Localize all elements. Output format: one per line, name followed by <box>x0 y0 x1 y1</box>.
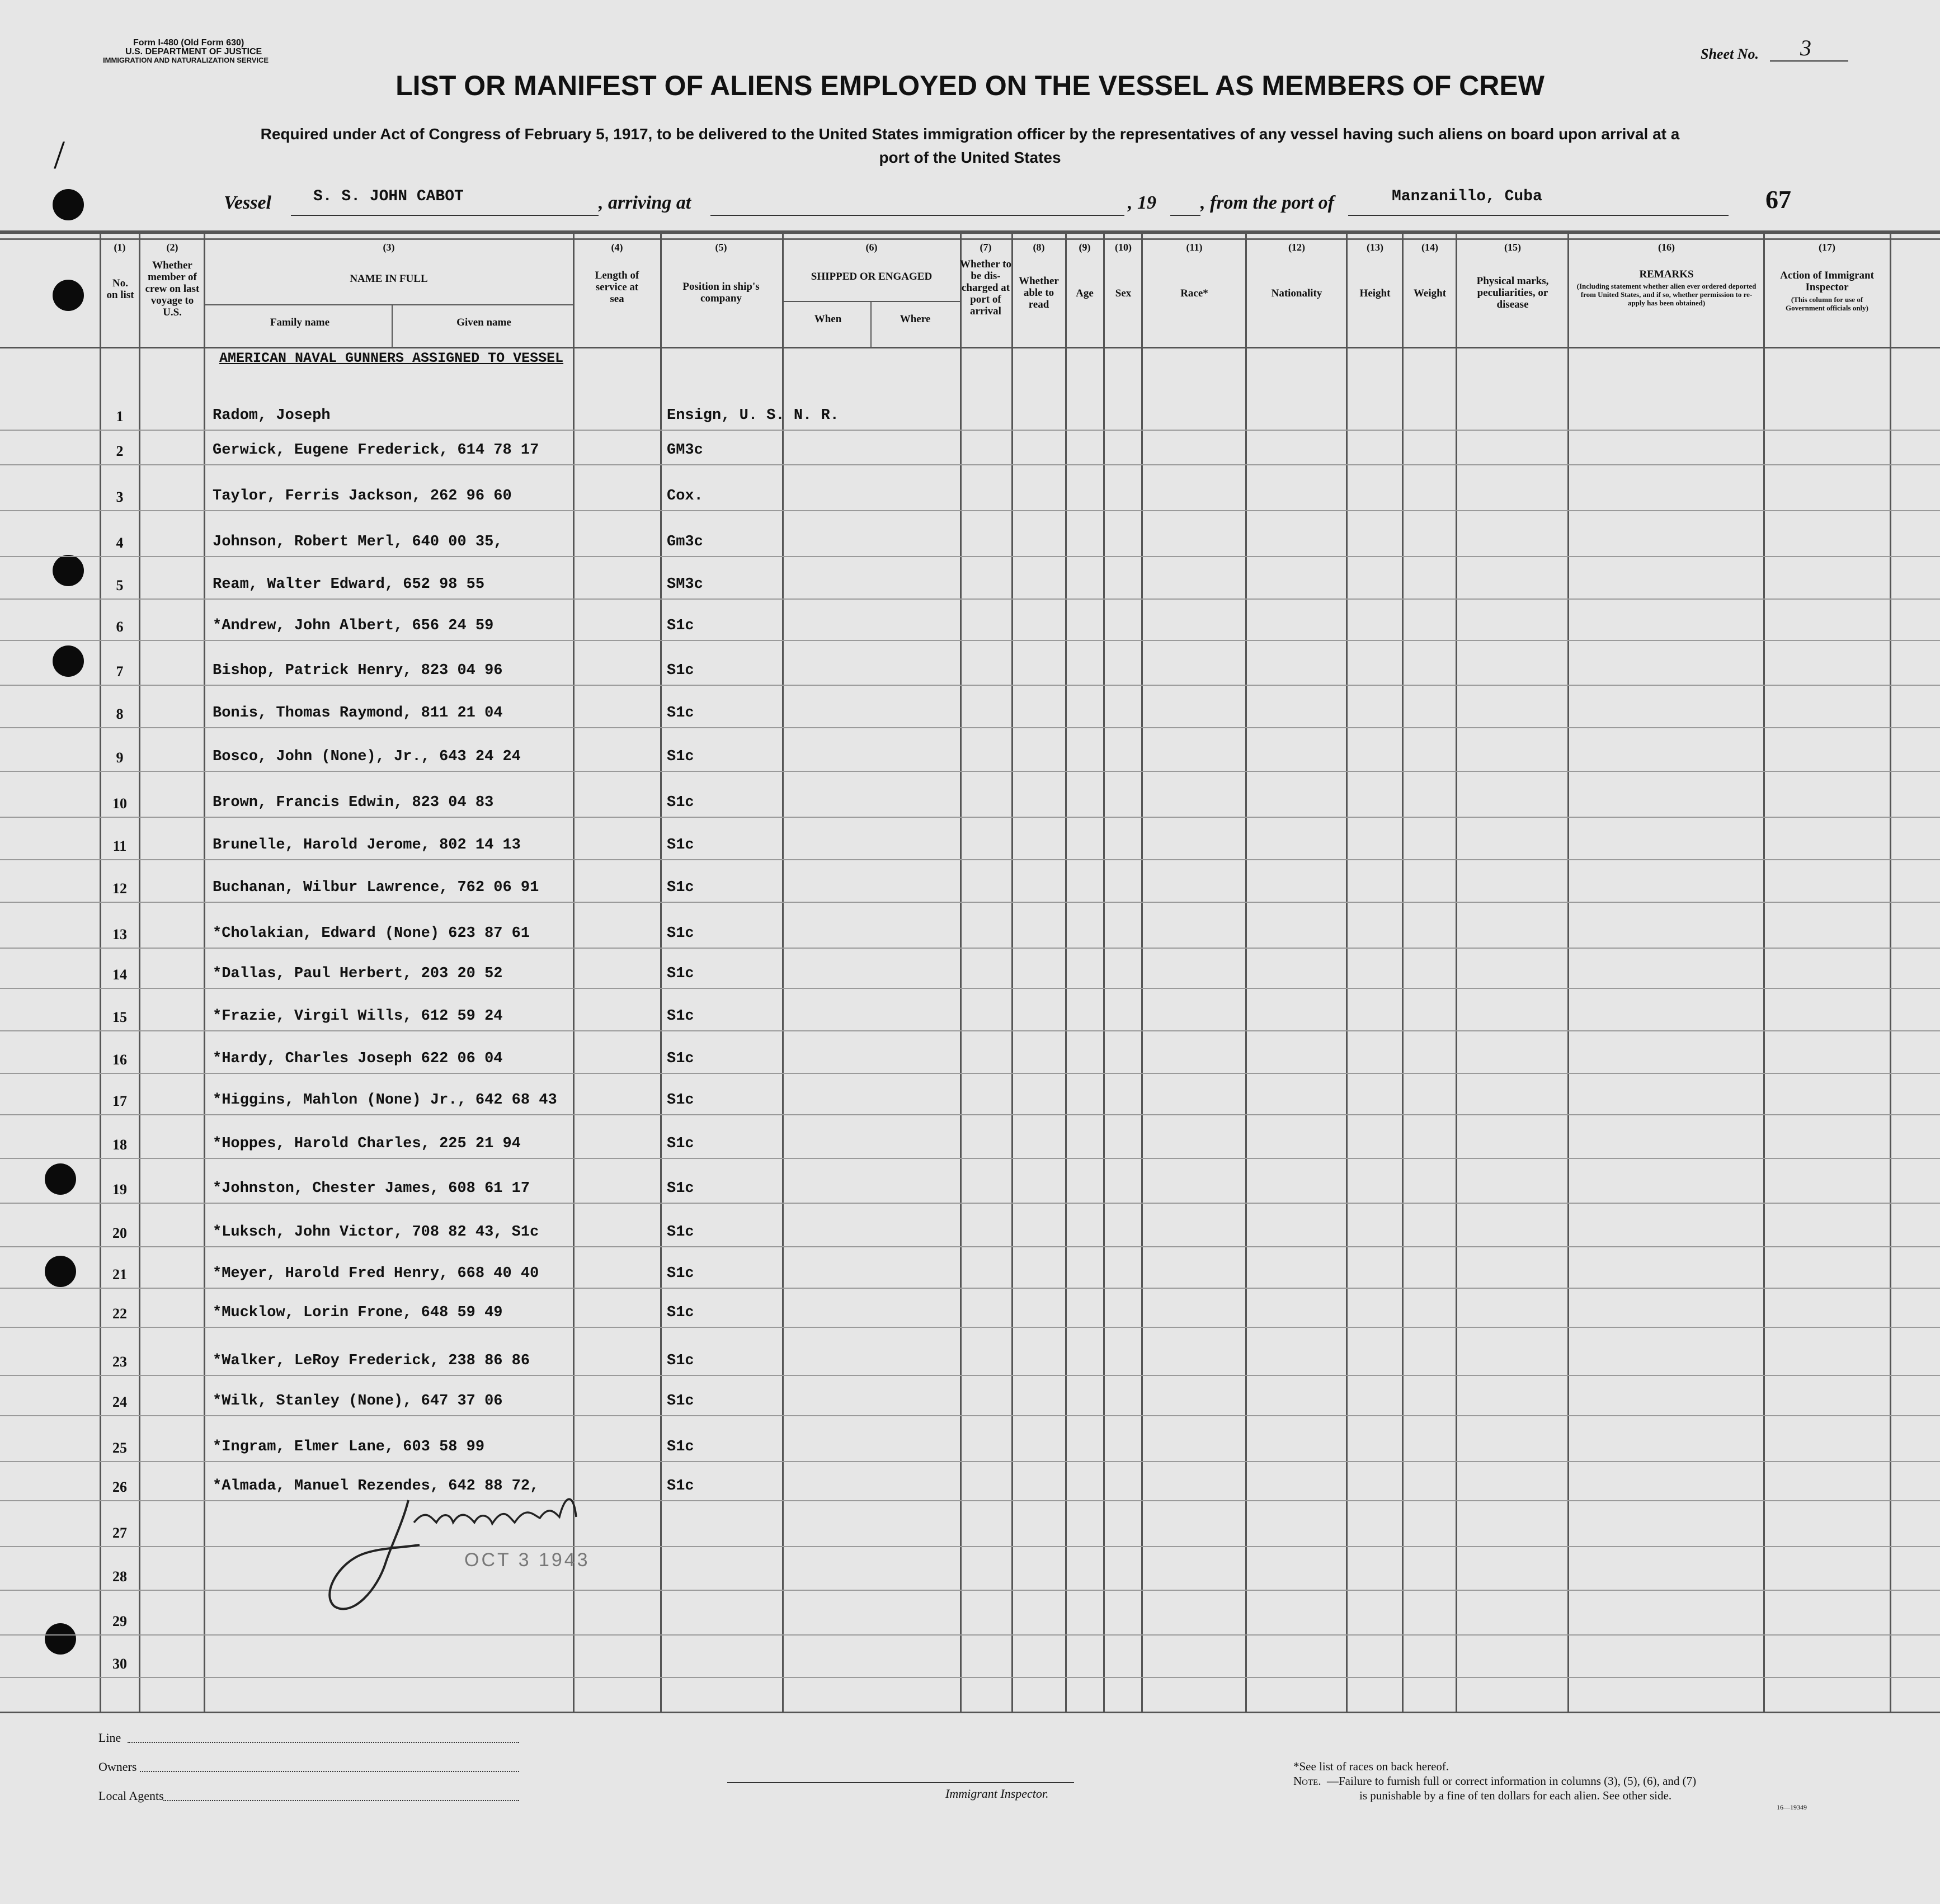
col-15-number: (15) <box>1504 242 1521 253</box>
crew-position: Ensign, U. S. N. R. <box>667 407 839 424</box>
crew-name: Bosco, John (None), Jr., 643 24 24 <box>213 748 521 765</box>
row-rule <box>0 1677 1940 1678</box>
arriving-underline <box>710 215 1124 216</box>
col-14-label: Weight <box>1413 288 1447 299</box>
row-rule <box>0 685 1940 686</box>
column-rule <box>1065 234 1067 1712</box>
col-17-number: (17) <box>1819 242 1835 253</box>
col-1-number: (1) <box>114 242 126 253</box>
col-2-number: (2) <box>166 242 178 253</box>
footer-rule <box>0 1712 1940 1713</box>
row-number: 21 <box>112 1266 127 1283</box>
crew-name: Johnson, Robert Merl, 640 00 35, <box>213 534 503 550</box>
form-title: LIST OR MANIFEST OF ALIENS EMPLOYED ON THE VESSEL AS MEMBERS OF CREW <box>395 70 1545 101</box>
row-rule <box>0 948 1940 949</box>
row-rule <box>0 430 1940 431</box>
crew-name: *Andrew, John Albert, 656 24 59 <box>213 618 494 634</box>
crew-position: S1c <box>667 965 694 982</box>
column-rule <box>1011 234 1013 1712</box>
crew-name: Gerwick, Eugene Frederick, 614 78 17 <box>213 442 539 459</box>
page-number: 67 <box>1765 185 1791 214</box>
crew-name: Bonis, Thomas Raymond, 811 21 04 <box>213 705 503 722</box>
row-rule <box>0 510 1940 511</box>
col-9-number: (9) <box>1079 242 1091 253</box>
col-16-number: (16) <box>1658 242 1675 253</box>
column-rule <box>1890 234 1891 1712</box>
crew-position: Gm3c <box>667 534 703 550</box>
row-rule <box>0 1327 1940 1328</box>
owners-label: Owners <box>98 1760 137 1774</box>
col-11-label: Race* <box>1180 288 1208 299</box>
col-15-label: Physical marks, peculiarities, or disease <box>1476 275 1549 310</box>
crew-position: S1c <box>667 748 694 765</box>
races-note: *See list of races on back hereof. <box>1293 1760 1449 1773</box>
header-bottom-rule <box>0 347 1940 348</box>
crew-position: S1c <box>667 1050 694 1067</box>
inspector-signature-line <box>727 1782 1074 1783</box>
row-number: 5 <box>116 577 124 593</box>
crew-position: S1c <box>667 1304 694 1321</box>
punch-hole <box>53 280 84 311</box>
vessel-name: S. S. JOHN CABOT <box>313 188 464 205</box>
agents-field <box>163 1800 519 1802</box>
row-number: 26 <box>112 1479 127 1495</box>
crew-position: S1c <box>667 1352 694 1369</box>
col-12-number: (12) <box>1288 242 1305 253</box>
row-number: 2 <box>116 443 124 459</box>
row-number: 22 <box>112 1306 127 1322</box>
table-top-rule-2 <box>0 238 1940 240</box>
row-rule <box>0 1158 1940 1159</box>
row-number: 19 <box>112 1181 127 1198</box>
crew-name: *Johnston, Chester James, 608 61 17 <box>213 1180 530 1197</box>
col-14-number: (14) <box>1421 242 1438 253</box>
col-3-given-name: Given name <box>456 317 511 328</box>
date-stamp: OCT 3 1943 <box>464 1549 590 1571</box>
row-number: 14 <box>112 967 127 983</box>
form-subtitle-2: port of the United States <box>879 149 1061 166</box>
column-rule <box>139 234 140 1712</box>
row-number: 24 <box>112 1394 127 1410</box>
crew-position: S1c <box>667 1224 694 1241</box>
row-rule <box>0 1288 1940 1289</box>
row-rule <box>0 556 1940 557</box>
signature-name <box>403 1477 529 1501</box>
row-number: 28 <box>112 1568 127 1585</box>
row-rule <box>0 1590 1940 1591</box>
year-underline <box>1170 215 1200 216</box>
department-name: U.S. DEPARTMENT OF JUSTICE <box>125 47 262 56</box>
crew-name: *Mucklow, Lorin Frone, 648 59 49 <box>213 1304 503 1321</box>
crew-name: *Hardy, Charles Joseph 622 06 04 <box>213 1050 503 1067</box>
row-number: 23 <box>112 1354 127 1370</box>
row-rule <box>0 1375 1940 1376</box>
col-8-number: (8) <box>1033 242 1045 253</box>
col-5-label: Position in ship's company <box>682 281 760 304</box>
column-rule <box>1346 234 1348 1712</box>
col-9-label: Age <box>1076 288 1094 299</box>
row-rule <box>0 1073 1940 1074</box>
row-rule <box>0 464 1940 465</box>
row-number: 9 <box>116 750 124 766</box>
row-rule <box>0 1203 1940 1204</box>
row-rule <box>0 1500 1940 1501</box>
crew-name: *Walker, LeRoy Frederick, 238 86 86 <box>213 1352 530 1369</box>
column-rule <box>1567 234 1569 1712</box>
row-rule <box>0 902 1940 903</box>
column-rule <box>960 234 962 1712</box>
table-top-rule <box>0 230 1940 234</box>
name-header-rule <box>205 304 573 305</box>
crew-name: *Dallas, Paul Herbert, 203 20 52 <box>213 965 503 982</box>
punch-hole <box>45 1623 76 1655</box>
row-number: 15 <box>112 1009 127 1025</box>
col-6-number: (6) <box>865 242 878 253</box>
section-heading: AMERICAN NAVAL GUNNERS ASSIGNED TO VESSEL <box>219 350 564 366</box>
row-number: 10 <box>112 795 127 812</box>
form-number: Form I-480 (Old Form 630) <box>133 38 244 48</box>
crew-name: Radom, Joseph <box>213 407 331 424</box>
col-11-number: (11) <box>1186 242 1203 253</box>
crew-name: *Ingram, Elmer Lane, 603 58 99 <box>213 1439 485 1455</box>
sheet-underline <box>1770 60 1848 62</box>
row-number: 1 <box>116 408 124 425</box>
crew-name: *Meyer, Harold Fred Henry, 668 40 40 <box>213 1265 539 1282</box>
crew-name: *Luksch, John Victor, 708 82 43, S1c <box>213 1224 539 1241</box>
row-number: 4 <box>116 535 124 551</box>
row-number: 20 <box>112 1225 127 1241</box>
crew-position: S1c <box>667 879 694 896</box>
crew-position: SM3c <box>667 576 703 593</box>
port-underline <box>1348 215 1729 216</box>
row-rule <box>0 727 1940 728</box>
row-rule <box>0 1634 1940 1636</box>
crew-position: S1c <box>667 1478 694 1495</box>
row-rule <box>0 859 1940 860</box>
punch-hole <box>53 645 84 677</box>
row-rule <box>0 1415 1940 1416</box>
punch-hole <box>53 555 84 586</box>
column-rule <box>1103 234 1105 1712</box>
col-13-label: Height <box>1359 288 1391 299</box>
form-subtitle: Required under Act of Congress of February 5, 1917, to be delivered to the United States immigration officer by the representatives of any vessel having such aliens on board upon arrival at a <box>260 125 1680 143</box>
row-number: 3 <box>116 489 124 505</box>
crew-position: S1c <box>667 1439 694 1455</box>
row-rule <box>0 817 1940 818</box>
row-rule <box>0 1461 1940 1462</box>
col-7-label: Whether to be dis-charged at port of arrival <box>960 258 1011 317</box>
arriving-label: , arriving at <box>599 192 691 213</box>
col-10-number: (10) <box>1115 242 1132 253</box>
column-rule <box>1456 234 1457 1712</box>
column-rule <box>660 234 662 1712</box>
crew-name: *Cholakian, Edward (None) 623 87 61 <box>213 925 530 942</box>
col-5-number: (5) <box>715 242 727 253</box>
form-code: 16—19349 <box>1777 1803 1807 1811</box>
crew-position: S1c <box>667 1393 694 1410</box>
col-10-label: Sex <box>1115 288 1132 299</box>
row-number: 13 <box>112 926 127 942</box>
col-17-note: (This column for use of Government officials only) <box>1785 295 1869 312</box>
note-line-1: —Failure to furnish full or correct information in columns (3), (5), (6), and (7) <box>1327 1774 1697 1788</box>
crew-position: S1c <box>667 1008 694 1025</box>
punch-hole <box>45 1163 76 1195</box>
row-number: 17 <box>112 1093 127 1109</box>
crew-name: Buchanan, Wilbur Lawrence, 762 06 91 <box>213 879 539 896</box>
col-16-label: REMARKS <box>1639 268 1694 280</box>
from-port-label: , from the port of <box>1200 192 1334 213</box>
crew-position: S1c <box>667 705 694 722</box>
shipped-header-rule <box>783 301 960 302</box>
row-number: 12 <box>112 880 127 897</box>
crew-position: Cox. <box>667 488 703 505</box>
col-13-number: (13) <box>1367 242 1383 253</box>
column-rule <box>204 234 205 1712</box>
column-rule <box>1245 234 1247 1712</box>
row-rule <box>0 640 1940 641</box>
note-line-2: is punishable by a fine of ten dollars for each alien. See other side. <box>1359 1789 1672 1802</box>
row-rule <box>0 1030 1940 1031</box>
row-rule <box>0 1114 1940 1115</box>
row-number: 27 <box>112 1525 127 1541</box>
row-rule <box>0 598 1940 600</box>
row-number: 30 <box>112 1656 127 1672</box>
row-number: 7 <box>116 663 124 680</box>
crew-position: S1c <box>667 1135 694 1152</box>
vessel-label: Vessel <box>224 192 271 213</box>
crew-position: S1c <box>667 618 694 634</box>
service-name: IMMIGRATION AND NATURALIZATION SERVICE <box>103 56 269 64</box>
crew-name: Brunelle, Harold Jerome, 802 14 13 <box>213 837 521 854</box>
punch-hole <box>45 1256 76 1287</box>
crew-name: *Higgins, Mahlon (None) Jr., 642 68 43 <box>213 1092 557 1109</box>
column-rule <box>1141 234 1143 1712</box>
crew-name: Ream, Walter Edward, 652 98 55 <box>213 576 485 593</box>
sheet-number: 3 <box>1800 35 1811 60</box>
col-4-number: (4) <box>611 242 623 253</box>
row-rule <box>0 771 1940 772</box>
local-agents-label: Local Agents <box>98 1789 164 1803</box>
owners-field <box>140 1771 519 1773</box>
crew-position: S1c <box>667 837 694 854</box>
col-12-label: Nationality <box>1271 288 1322 299</box>
row-rule <box>0 1546 1940 1547</box>
crew-position: GM3c <box>667 442 703 459</box>
column-rule <box>1402 234 1404 1712</box>
row-number: 29 <box>112 1613 127 1629</box>
crew-position: S1c <box>667 1092 694 1109</box>
crew-position: S1c <box>667 794 694 811</box>
crew-name: *Frazie, Virgil Wills, 612 59 24 <box>213 1008 503 1025</box>
row-rule <box>0 988 1940 989</box>
col-2-label: Whether member of crew on last voyage to U.S. <box>145 260 200 318</box>
crew-position: S1c <box>667 925 694 942</box>
col-17-label: Action of Immigrant Inspector <box>1780 270 1874 293</box>
col-1-label: No. on list <box>106 277 134 301</box>
year-label: , 19 <box>1128 192 1156 213</box>
row-number: 25 <box>112 1440 127 1456</box>
column-rule <box>1763 234 1765 1712</box>
crew-name: *Hoppes, Harold Charles, 225 21 94 <box>213 1135 521 1152</box>
margin-mark: / <box>54 133 65 177</box>
col-4-label: Length of service at sea <box>595 270 639 305</box>
column-rule <box>782 234 784 1712</box>
col-3-family-name: Family name <box>270 317 330 328</box>
row-number: 6 <box>116 619 124 635</box>
inspector-label: Immigrant Inspector. <box>945 1787 1049 1801</box>
col-8-label: Whether able to read <box>1019 275 1059 310</box>
note-label: Note. <box>1293 1774 1321 1788</box>
col-3-number: (3) <box>383 242 395 253</box>
crew-name: *Almada, Manuel Rezendes, 642 88 72, <box>213 1478 539 1495</box>
col-16-note: (Including statement whether alien ever ordered deported from United States, and if so, whether permission to re-apply has been obtained) <box>1576 282 1757 307</box>
row-number: 8 <box>116 706 124 722</box>
col-6-label: SHIPPED OR ENGAGED <box>811 271 933 282</box>
col-6-when: When <box>814 313 842 325</box>
row-rule <box>0 1246 1940 1247</box>
crew-position: S1c <box>667 1265 694 1282</box>
crew-name: *Wilk, Stanley (None), 647 37 06 <box>213 1393 503 1410</box>
vessel-underline <box>291 215 599 216</box>
line-label: Line <box>98 1731 121 1745</box>
punch-hole <box>53 189 84 220</box>
crew-position: S1c <box>667 1180 694 1197</box>
row-number: 11 <box>112 838 127 854</box>
crew-name: Bishop, Patrick Henry, 823 04 96 <box>213 662 503 679</box>
crew-name: Brown, Francis Edwin, 823 04 83 <box>213 794 494 811</box>
col-6-where: Where <box>900 313 931 325</box>
col-7-number: (7) <box>980 242 992 253</box>
port-name: Manzanillo, Cuba <box>1392 188 1542 205</box>
line-field <box>128 1742 519 1744</box>
crew-name: Taylor, Ferris Jackson, 262 96 60 <box>213 488 512 505</box>
row-number: 16 <box>112 1052 127 1068</box>
col-3-label: NAME IN FULL <box>350 273 428 285</box>
sheet-label: Sheet No. <box>1701 46 1759 62</box>
crew-position: S1c <box>667 662 694 679</box>
row-number: 18 <box>112 1137 127 1153</box>
